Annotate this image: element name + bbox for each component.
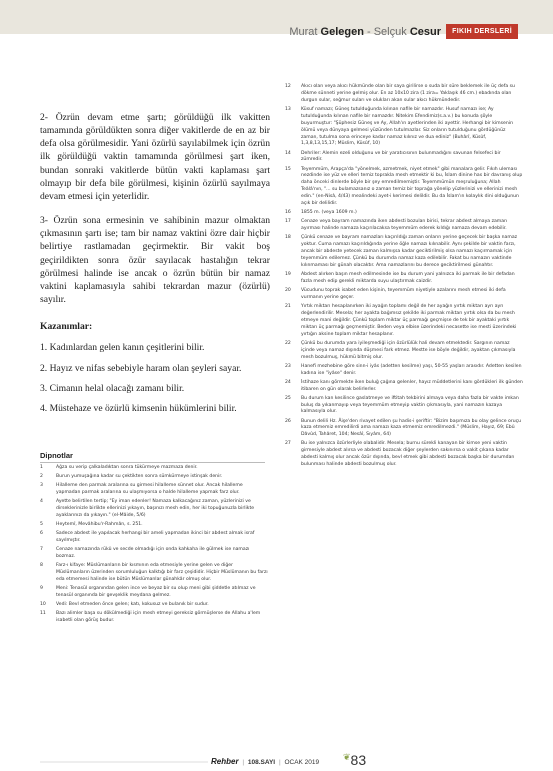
footnote-number: 26 xyxy=(285,418,291,424)
footnote-text: Teyemmüm, Arapça'da "yönelmek, azmetmek, niyet etmek" gibi manalara gelir. Fıkıh uleması nezdinde ise yüz ve elleri temiz toprakla mesh etmektir ki bu, İslam dinine has bir davranış olup daha önceki dinlerde böyle bir şey emredilmemiştir. Teyemmümün meşruluğuna; Allah Teâlâ'nın, "... su bulamazsanız o zaman temiz bir toprağa yönelip yüzlerinizi ve ellerinizi mesh edin." (en-Nisâ, 4/43) mealindeki ayet-i kerimesi delildir. Bu da İslam'ın kolaylık dini olduğunun açık bir delilidir. xyxy=(301,166,523,207)
footnote-number: 27 xyxy=(285,441,291,447)
footnote-number: 12 xyxy=(285,84,291,89)
footnote-item xyxy=(285,151,523,165)
footnote-item xyxy=(285,364,523,378)
footnote-text: Ayette belirtilen tertip; "Ey iman edenler! Namaza kalkacağınız zaman, yüzlerinizi ve dirseklerinizle birlikte ellerinizi yıkayın, başınızı mesh edin, her iki topuğunuzla birlikte ayaklarınızı da yıkayın." (el-Mâide, 5/6) xyxy=(56,499,255,518)
footnote-item xyxy=(40,586,268,600)
footnote-text: Vedi: Bevl etmeden önce gelen; katı, kokusuz ve bulanık bir sudur. xyxy=(56,602,209,608)
footnote-text: Hilalleme den parmak aralarına su girmesi hilalleme sünnet olur. Ancak hilalleme yapmadan parmak aralarına su ulaşmıyorsa o halde hilalleme yapmak farz olur. xyxy=(56,483,243,496)
footnote-number: 18 xyxy=(285,235,291,241)
footer-brand: Rehber xyxy=(211,757,239,766)
footnote-item xyxy=(40,522,268,529)
footnote-item xyxy=(285,380,523,394)
section-badge: FIKIH DERSLERİ xyxy=(446,24,518,39)
footer-date: OCAK 2019 xyxy=(284,759,320,766)
footnote-text: Bu durum kan kesilince gaslatmeye ve iftitah tekbirini almaya veya daha fazla bir vakte imkan buluş da yıkanmayıp veya teyemmüm etmeyip vaktin çıkmasıyla, yani namazın kazaya kalmasıyla olur. xyxy=(301,395,519,415)
footnote-item xyxy=(285,441,523,469)
footnote-item xyxy=(285,107,523,148)
footnote-text: Cenaze namazında rükû ve secde olmadığı için onda kahkaha ile gülmek ise namazı bozmaz. xyxy=(56,547,250,560)
footnotes-title: Dipnotlar xyxy=(40,451,265,463)
footnote-item xyxy=(285,396,523,417)
footnote-text: Bunun delili Hz. Âişe'den rivayet edilen şu hadis-i şeriftir: "Bizim başımıza bu olay gelince oruçu kaza etmemiz emredilirdi ama namazı kaza etmemiz emredilmezdi." (Müslim, Hayız, 69; Ebû Dâvûd, Tahâret, 104; Nesâî, Sıyâm, 64) xyxy=(301,418,522,438)
footnote-item xyxy=(40,483,268,497)
footnote-item xyxy=(40,499,268,520)
footnote-item xyxy=(285,304,523,339)
footnote-number: 5 xyxy=(40,522,43,528)
goals-title: Kazanımlar: xyxy=(40,321,93,333)
footnote-text: Heytemî, Mevâhibu'r-Rahmân, s. 251. xyxy=(56,522,143,528)
footnote-number: 21 xyxy=(285,303,291,309)
footnotes-right xyxy=(285,84,523,471)
body-paragraph: 3- Özrün sona ermesinin ve sahibinin mazur olmaktan çıkmasının şartı ise; tam bir namaz vaktini özre dair hiçbir belirtiye rastlamadan geçirmektir. Bir vakit boş geçirildikten sonra özür sayılacak hastalığın tekrar görülmesi halinde ise ancak o özrün bütün bir namaz vaktini kaplamasıyla sahibi tekrardan mazur (özürlü) sayılır. xyxy=(40,215,270,306)
footnote-text: Bazı alimler başa su dökülmediği için mesh etmeyi gereksiz görmüşlerse de Allahu a'lem isabetli olan görüş budur. xyxy=(56,611,261,624)
footnote-text: Küsuf namazı; Güneş tutulduğunda kılınan nafile bir namazdır. Husuf namazı ise; Ay tutulduğunda kılınan nafile bir namazdır. Nitekim Efendimiz(s.a.v.) bu konuda şöyle buyurmuştur: "Şüphesiz Güneş ve Ay, Allah'ın ayetlerinden iki ayettir. Herhangi bir kimsenin ölümü veya dünyaya gelmesi yüzünden tutulmazlar. Siz onların tutulduğunu gördüğünüz zaman, tutulma sona erinceye kadar namaz kılınız ve dua ediniz" (Buhârî, Küsûf, 1,3,8,13,15,17; Müslim, Küsûf, 10) xyxy=(301,106,513,147)
footnotes-left xyxy=(40,465,268,627)
goal-item: 2. Hayız ve nifas sebebiyle haram olan şeyleri sayar. xyxy=(40,362,242,374)
footnote-item xyxy=(285,341,523,362)
header-authors xyxy=(289,26,441,38)
footnote-text: Sadece abdest ile yapılacak herhangi bir ameli yapmadan ikinci bir abdest almak israf sayılmıştır. xyxy=(56,531,255,544)
footnote-text: Akıcı olan veya akıcı hükmünde olan bir saya girilirse o suda bir süre beklemek ile üç defa su dökme sünneti yerine gelmiş olur. En az 10x10 zira (1 zira= Yaklaşık 46 cm.) ebadında olan durgun sular, seğmur suları ve olukları akan sular akıcı hükmündedir. xyxy=(301,84,515,103)
footnote-text: Çünkü bu durumda yara iyileşmediği için özürlülük hali devam etmektedir. Sargının namaz içinde veya namaz dışında düşmesi fark etmez. Mestte ise böyle değildir, ayaktan çıkmasıyla mesh bozulmuş, hükmü bitmiş olur. xyxy=(301,340,516,360)
footnote-number: 2 xyxy=(40,474,43,480)
footnote-number: 9 xyxy=(40,586,43,592)
footnote-text: Vücudunu toprak isabet eden kişinin, teyemmüm niyetiyle azalarını mesh etmesi iki defa vurmanın yerine geçer. xyxy=(301,287,506,300)
author2-last: Cesur xyxy=(409,26,441,38)
footnote-text: Burun yumuşağına kadar su çektikten sonra sümkürmeye istinşak denir. xyxy=(56,474,223,480)
footnote-item xyxy=(40,465,268,472)
goal-item: 3. Cimanın helal olacağı zamanı bilir. xyxy=(40,382,185,394)
footnote-number: 6 xyxy=(40,531,43,537)
footnote-number: 1 xyxy=(40,465,43,470)
footnote-item xyxy=(285,419,523,440)
footnote-number: 11 xyxy=(40,611,46,617)
footnote-number: 19 xyxy=(285,271,291,277)
body-paragraph: 2- Özrün devam etme şartı; görüldüğü ilk vakitten tamamında görüldükten sonra diğer vakitlerde de en az bir defa olsa görülmesidir. Yani özürlü sayılabilmek için özrün ilk görüldüğü vaktin tamamında görülmesi şart iken, bundan sonraki vakitlerde bütün vakti kaplaması şart olmayıp bir defa bile görülmesi, kişinin özürlü sayılmaya devam etmesi için yeterlidir. xyxy=(40,112,270,202)
footnote-text: Farz-ı kifaye: Müslümanların bir kısmının eda etmesiyle yerine gelen ve diğer Müslümanların üzerinden sorumluluğun kalktığı bir farz çeşididir. Hiçbir Müslümanın bu farzı eda etmemesi halinde ise bütün Müslümanlar günahkâr olmuş olur. xyxy=(56,563,268,582)
footnote-number: 14 xyxy=(285,150,291,156)
footnote-number: 13 xyxy=(285,106,291,112)
footnote-item xyxy=(285,84,523,105)
footnote-item xyxy=(40,602,268,609)
goal-item: 4. Müstehaze ve özürlü kimsenin hükümlerini bilir. xyxy=(40,402,237,414)
footnote-text: Dehriler: Alemin ezeli olduğunu ve bir yaratıcısının bulunmadığını savunan felsefeci bir zümredir. xyxy=(301,150,501,163)
author1-first: Murat xyxy=(289,26,318,38)
main-column xyxy=(40,111,270,422)
footnote-number: 3 xyxy=(40,483,43,489)
footnote-item xyxy=(40,547,268,561)
footnote-number: 10 xyxy=(40,602,46,608)
footnote-item xyxy=(285,288,523,302)
footer-issue: 108.SAYI xyxy=(247,759,276,766)
page-number: 83 xyxy=(350,752,367,768)
author2-first: Selçuk xyxy=(373,26,407,38)
footnote-text: İstihaze kanı görmekte iken buluğ çağına gelenler, hayız müddetlerini kanı gördükleri ilk günden itibaren on gün olarak belirlerler. xyxy=(301,379,523,392)
page-number-block xyxy=(343,752,366,768)
footnote-number: 22 xyxy=(285,340,291,346)
author1-last: Gelegen xyxy=(320,26,364,38)
footer: Rehber | 108.SAYI | OCAK 2019 xyxy=(211,757,320,766)
footnote-text: Yırtık miktarı hesaplanırken iki ayağın toplamı değil de her ayağın yırtık miktarı ayrı ayrı değerlendirilir. Mesela; her ayakta bağımsız şekilde iki parmak miktarı yırtık olsa da bu mesh etmeye mani değildir. Çünkü toplam miktar üç parmağı geçmişse de tek bir ayaktaki yırtık miktarı üç parmağı geçmemiştir. Beden veya elbise üzerindeki necasette ise mesti üzerindeki yırtığın aksine toplam miktar hesaplanır. xyxy=(301,303,517,337)
footnote-item xyxy=(285,272,523,286)
footnote-number: 4 xyxy=(40,499,43,505)
footnote-number: 20 xyxy=(285,287,291,293)
footnote-number: 7 xyxy=(40,547,43,553)
footnote-item xyxy=(40,563,268,584)
footnote-number: 15 xyxy=(285,166,291,172)
footnote-text: Meni: Tenasül organından gelen ince ve beyaz bir su olup meni gibi şiddetle atılmaz ve tenasül organında bir gevşeklik meydana gelmez. xyxy=(56,586,256,598)
footnote-number: 8 xyxy=(40,563,43,569)
footnote-number: 25 xyxy=(285,395,291,401)
footnote-item xyxy=(285,210,523,217)
footnote-text: Cenaze veya bayram namazında iken abdesti bozulan birisi, tekrar abdest almaya zaman ayırması halinde namaza kaçırılacaksa teyemmüm ederek kıldığı namaza devam edebilir. xyxy=(301,219,507,232)
footnote-item xyxy=(285,235,523,270)
footnote-item xyxy=(285,167,523,208)
author-separator: - xyxy=(366,26,371,38)
footnote-text: Ağza su verip çalkaladıktan sonra tükürmeye mazmaza denir. xyxy=(56,465,198,470)
footnote-number: 16 xyxy=(285,210,291,216)
footnote-item xyxy=(40,531,268,545)
footnote-text: Çünkü cenaze ve bayram namazları kaçırıldığı zaman onların yerine geçecek bir başka namaz yoktur. Cuma namazı kaçırıldığında yerine öğle namazı kılınabilir. Aynı şekilde bir vaktin farzı, ancak bir abdeste yetecek zaman kalmışsa kadar geciktirilmiş olsa namazı kaçırmamak için teyemmüm edilemez. Çünkü bu durumda namaz kaza edilebilir. Fakat bu namazın vaktinde kılınmaması bir günah olacaktır. Ama namazlarını bu derece geciktirilmesi günahtır. xyxy=(301,235,518,268)
footnote-number: 23 xyxy=(285,363,291,369)
footnote-item xyxy=(40,474,268,481)
leaf-icon: ❦ xyxy=(343,752,351,762)
footnote-text: 1855 m. (veya 1609 m.) xyxy=(301,210,357,216)
goal-item: 1. Kadınlardan gelen kanın çeşitlerini bilir. xyxy=(40,342,205,354)
footnote-text: Hanefi mezhebine göre sinn-i iyâs (adetten kesilme) yaşı, 50-55 yaşları arasıdır. Adetten kesilen kadına ise "iyâse" denir. xyxy=(301,363,522,376)
footnote-text: Abdest alırken başın mesh edilmesinde ise bu durum yani yalnızca iki parmak ile bir defadan fazla mesh edip gerekli miktarda suyu ulaştırmak caizdir. xyxy=(301,271,515,284)
footnote-number: 24 xyxy=(285,379,291,385)
footnote-item xyxy=(285,219,523,233)
footnote-number: 17 xyxy=(285,219,291,225)
footnote-text: Bu ise yalnızca özürlerliyle olabalidir. Mesela; burnu sürekli kanayan bir kimse yeni vaktin girmesiyle abdest alırsa ve abdesti bozacak diğer şeylerden sakınırsa o vakit çıkana kadar abdesti kalmış olur ancak özür dışında, bevl etmek gibi abdesti bozacak başka bir durumdan bulunması halinde abdesti bozulmuş olur. xyxy=(301,441,515,468)
footnote-item xyxy=(40,611,268,625)
